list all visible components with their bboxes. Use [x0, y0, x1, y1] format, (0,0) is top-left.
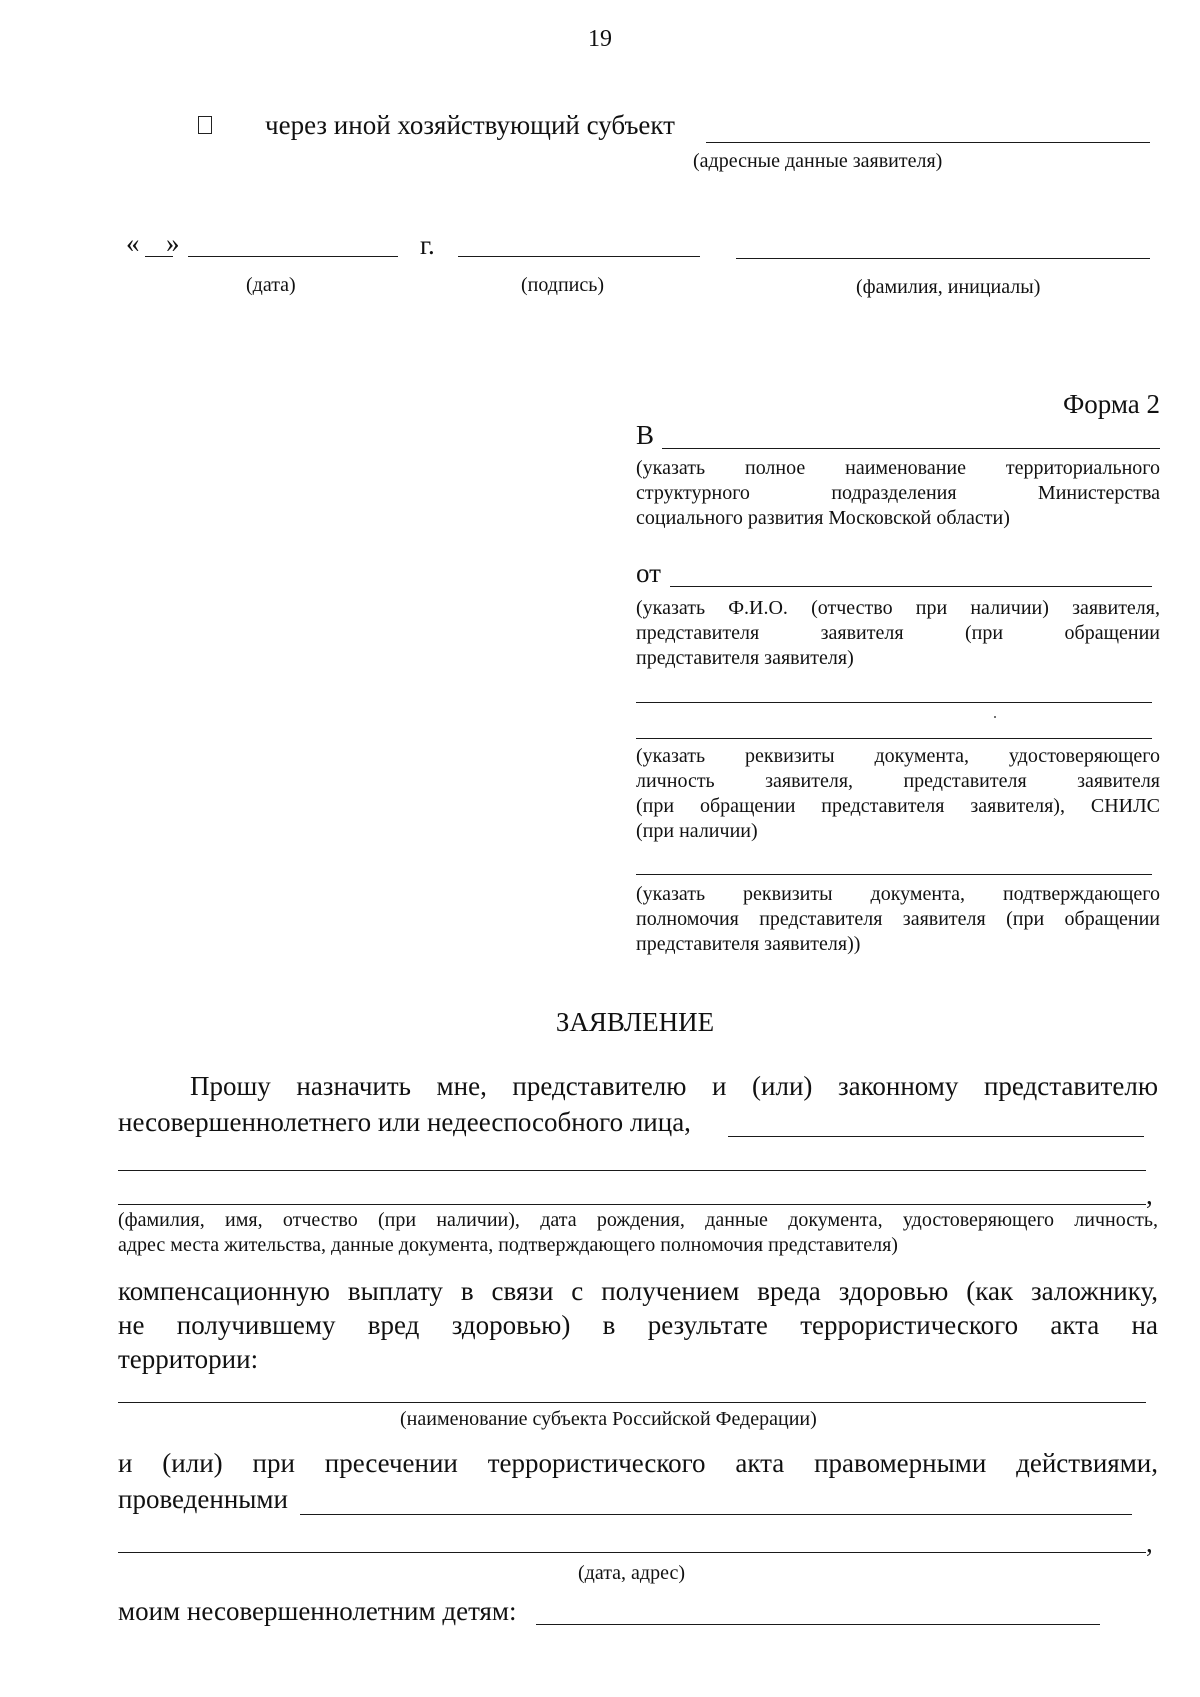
department-field[interactable]	[662, 448, 1160, 449]
id-document-caption-line-2: личность заявителя, представителя заявителя	[636, 770, 1160, 792]
signature-field[interactable]	[458, 256, 700, 257]
para3-line-2: проведенными	[118, 1484, 288, 1514]
id-document-caption-line-3: (при обращении представителя заявителя), СНИЛС	[636, 795, 1160, 817]
date-address-comma: ,	[1146, 1528, 1153, 1558]
from-prefix: от	[636, 558, 661, 588]
person-field-2[interactable]	[118, 1170, 1146, 1171]
applicant-name-caption-line-3: представителя заявителя)	[636, 647, 854, 669]
year-suffix: г.	[420, 230, 435, 260]
authority-document-field[interactable]	[636, 874, 1152, 875]
checkbox-other-entity-label: через иной хозяйствующий субъект	[265, 110, 675, 140]
form-title: Форма 2	[1062, 389, 1160, 419]
statement-heading: ЗАЯВЛЕНИЕ	[555, 1007, 715, 1037]
department-caption-line-3: социального развития Московской области)	[636, 507, 1010, 529]
para2-line-2: не получившему вред здоровью) в результате террористического акта на	[118, 1310, 1158, 1340]
conducted-by-field[interactable]	[300, 1514, 1132, 1515]
children-label: моим несовершеннолетним детям:	[118, 1596, 517, 1626]
signature-caption: (подпись)	[521, 274, 605, 296]
checkbox-other-entity[interactable]	[198, 116, 212, 134]
name-caption: (фамилия, инициалы)	[856, 276, 1041, 298]
children-field[interactable]	[536, 1624, 1100, 1625]
person-caption-line-1: (фамилия, имя, отчество (при наличии), дата рождения, данные документа, удостоверяющего личность,	[118, 1209, 1158, 1231]
applicant-address-caption: (адресные данные заявителя)	[693, 150, 943, 172]
date-caption: (дата)	[246, 274, 296, 296]
quote-close: »	[166, 228, 180, 258]
applicant-name-field[interactable]	[670, 586, 1152, 587]
para1-line-2: несовершеннолетнего или недееспособного лица,	[118, 1107, 691, 1137]
date-address-field[interactable]	[118, 1552, 1146, 1553]
id-document-field-1[interactable]	[636, 702, 1152, 703]
applicant-name-caption-line-2: представителя заявителя (при обращении	[636, 622, 1160, 644]
date-field[interactable]	[188, 256, 398, 257]
applicant-address-field[interactable]	[706, 142, 1150, 143]
region-field[interactable]	[118, 1402, 1146, 1403]
id-document-field-2[interactable]	[636, 738, 1152, 739]
to-prefix: В	[636, 420, 655, 450]
name-field[interactable]	[736, 258, 1150, 259]
department-caption-line-2: структурного подразделения Министерства	[636, 482, 1160, 504]
date-address-caption: (дата, адрес)	[578, 1562, 686, 1584]
authority-document-caption-line-3: представителя заявителя))	[636, 933, 861, 955]
person-field-comma: ,	[1146, 1180, 1153, 1210]
person-field-3[interactable]	[118, 1204, 1146, 1205]
department-caption-line-1: (указать полное наименование территориального	[636, 457, 1160, 479]
id-document-caption-line-4: (при наличии)	[636, 820, 758, 842]
quote-open: «	[126, 228, 140, 258]
page-number: 19	[588, 26, 612, 52]
region-caption: (наименование субъекта Российской Федерации)	[400, 1408, 817, 1430]
para2-line-1: компенсационную выплату в связи с получением вреда здоровью (как заложнику,	[118, 1276, 1158, 1306]
authority-document-caption-line-2: полномочия представителя заявителя (при обращении	[636, 908, 1160, 930]
scan-speck	[994, 716, 996, 718]
para3-line-1: и (или) при пресечении террористического акта правомерными действиями,	[118, 1448, 1158, 1478]
authority-document-caption-line-1: (указать реквизиты документа, подтверждающего	[636, 883, 1160, 905]
para1-line-1: Прошу назначить мне, представителю и (или) законному представителю	[190, 1071, 1158, 1101]
id-document-caption-line-1: (указать реквизиты документа, удостоверяющего	[636, 745, 1160, 767]
applicant-name-caption-line-1: (указать Ф.И.О. (отчество при наличии) заявителя,	[636, 597, 1160, 619]
person-field-1[interactable]	[728, 1136, 1144, 1137]
para2-line-3: территории:	[118, 1344, 259, 1374]
person-caption-line-2: адрес места жительства, данные документа, подтверждающего полномочия представителя)	[118, 1234, 898, 1256]
